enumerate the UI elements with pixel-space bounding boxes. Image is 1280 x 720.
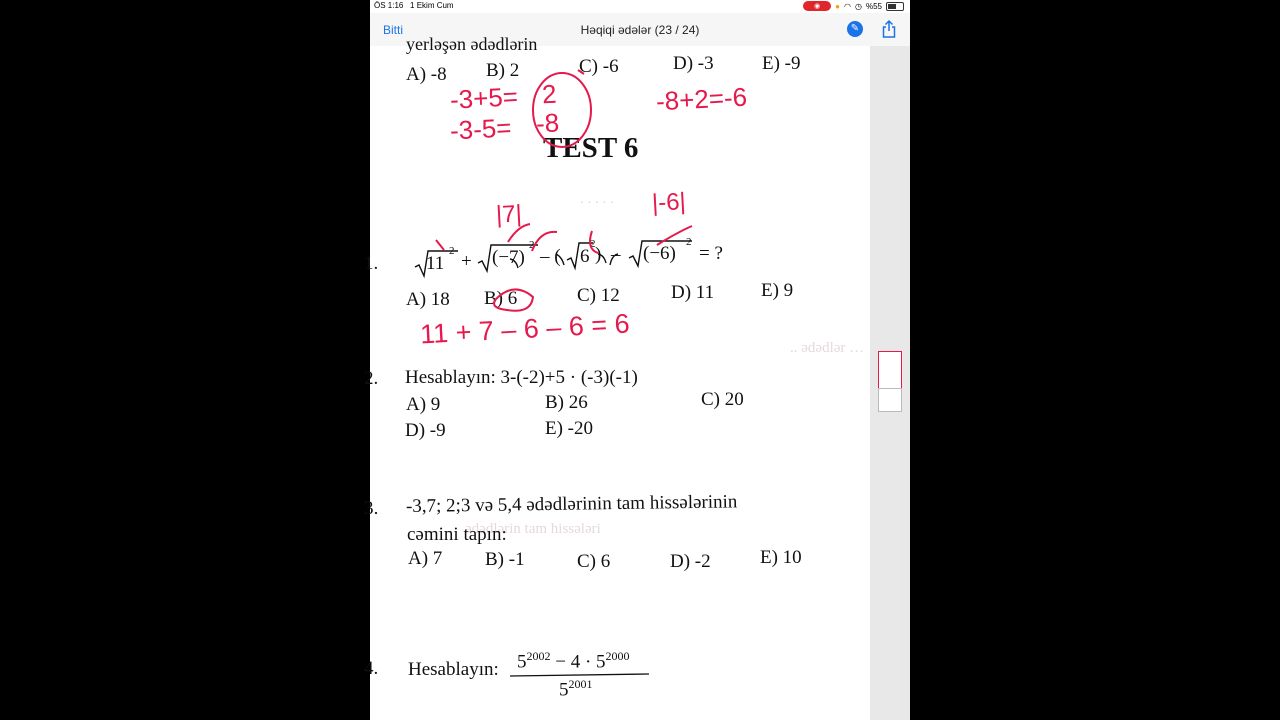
- handwritten-note: -8+2=-6: [655, 81, 748, 117]
- battery-icon: [886, 2, 904, 11]
- bleed-through-text: . . . . .: [580, 191, 614, 207]
- minus-sign: –: [611, 244, 621, 265]
- exponent: 2: [590, 238, 596, 250]
- q4-denominator: $5^{2001}$: [559, 677, 593, 701]
- question-number: 3.: [363, 497, 379, 519]
- page-thumbnail[interactable]: [878, 388, 902, 412]
- status-bar: [370, 0, 910, 13]
- q1-option-d: D) 11: [671, 282, 715, 303]
- pdf-page[interactable]: [363, 34, 870, 720]
- q3-option-c: C) 6: [577, 551, 611, 572]
- battery-percent: %55: [865, 1, 882, 11]
- prev-option-e: E) -9: [762, 53, 801, 74]
- done-button[interactable]: Bitti: [383, 23, 404, 37]
- exponent: 2: [686, 236, 692, 248]
- handwritten-note: 2: [541, 78, 558, 110]
- status-time-date: ÖS 1:16 1 Ekim Cum: [374, 1, 454, 10]
- q2-option-b: B) 26: [545, 392, 588, 413]
- document-title: Həqiqi ədələr (23 / 24): [580, 23, 700, 37]
- share-icon[interactable]: [882, 20, 896, 38]
- q1-option-b: B) 6: [484, 288, 518, 309]
- q3-option-d: D) -2: [670, 551, 711, 572]
- equals-question: = ?: [699, 243, 723, 264]
- handwritten-note: |-6|: [651, 188, 687, 217]
- question-number: 4.: [364, 658, 379, 679]
- red-annotations: [436, 70, 692, 311]
- q1-option-c: C) 12: [577, 285, 620, 306]
- q3-option-e: E) 10: [760, 547, 802, 568]
- fraction-bar: [510, 674, 649, 676]
- bleed-through-text: .. ədədlər …: [790, 340, 865, 356]
- prev-option-c: C) -6: [579, 56, 619, 77]
- test-title: TEST 6: [543, 132, 639, 164]
- handwritten-note: -8: [535, 107, 560, 139]
- mic-dot-icon: ●: [835, 1, 841, 11]
- plus-sign: +: [461, 251, 472, 272]
- q1-option-e: E) 9: [761, 280, 794, 301]
- handwritten-note: -3+5=: [449, 81, 519, 115]
- radicand-b: (−7): [492, 247, 525, 268]
- q4-numerator: $5^{2002} - 4 \cdot 5^{2000}$: [517, 649, 630, 673]
- q3-option-a: A) 7: [408, 548, 443, 569]
- q3-line1: -3,7; 2;3 və 5,4 ədədlərinin tam hissələrinin: [405, 491, 738, 517]
- radicand-a: 11: [426, 253, 445, 274]
- minus-sign: – (: [540, 246, 561, 267]
- markup-pen-icon[interactable]: ✎: [847, 21, 863, 37]
- radicand-c: 6: [580, 246, 590, 267]
- record-icon: ◉: [803, 1, 831, 11]
- page-thumbnail-rail[interactable]: [870, 46, 910, 720]
- handwritten-note: -3-5=: [449, 112, 513, 146]
- handwritten-note: 11 + 7 – 6 – 6 = 6: [419, 308, 631, 350]
- exponent: 2: [529, 239, 535, 251]
- q3-line2: cəmini tapın:: [407, 524, 507, 545]
- q4-text: Hesablayın:: [408, 659, 499, 680]
- radicand-d: (−6): [643, 243, 676, 264]
- q3-option-b: B) -1: [485, 549, 525, 570]
- exponent: 2: [449, 245, 455, 257]
- q2-option-d: D) -9: [405, 420, 446, 441]
- q1-option-a: A) 18: [406, 289, 450, 310]
- prev-question-header: yerləşən ədədlərin: [406, 34, 538, 54]
- prev-option-a: A) -8: [406, 64, 447, 85]
- handwritten-note: |7|: [495, 200, 523, 229]
- q2-option-c: C) 20: [701, 389, 744, 410]
- alarm-icon: ◷: [855, 1, 862, 11]
- status-right: [803, 1, 904, 11]
- prev-option-b: B) 2: [486, 60, 520, 81]
- prev-option-d: D) -3: [673, 53, 714, 74]
- q2-option-e: E) -20: [545, 418, 594, 439]
- page-thumbnail-current[interactable]: [878, 351, 902, 389]
- paren-close: ): [595, 244, 602, 265]
- radical-signs: [415, 241, 692, 276]
- question-number: 2.: [364, 368, 379, 389]
- q2-text: Hesablayın: 3-(-2)+5 · (-3)(-1): [405, 367, 638, 388]
- pdf-drawings: [370, 46, 870, 720]
- bleed-through-text: ədədlərin tam hissələri: [465, 521, 601, 537]
- question-number: 1.: [364, 253, 379, 274]
- q2-option-a: A) 9: [406, 394, 441, 415]
- wifi-icon: ◠: [844, 1, 851, 11]
- ipad-screen: [363, 0, 910, 720]
